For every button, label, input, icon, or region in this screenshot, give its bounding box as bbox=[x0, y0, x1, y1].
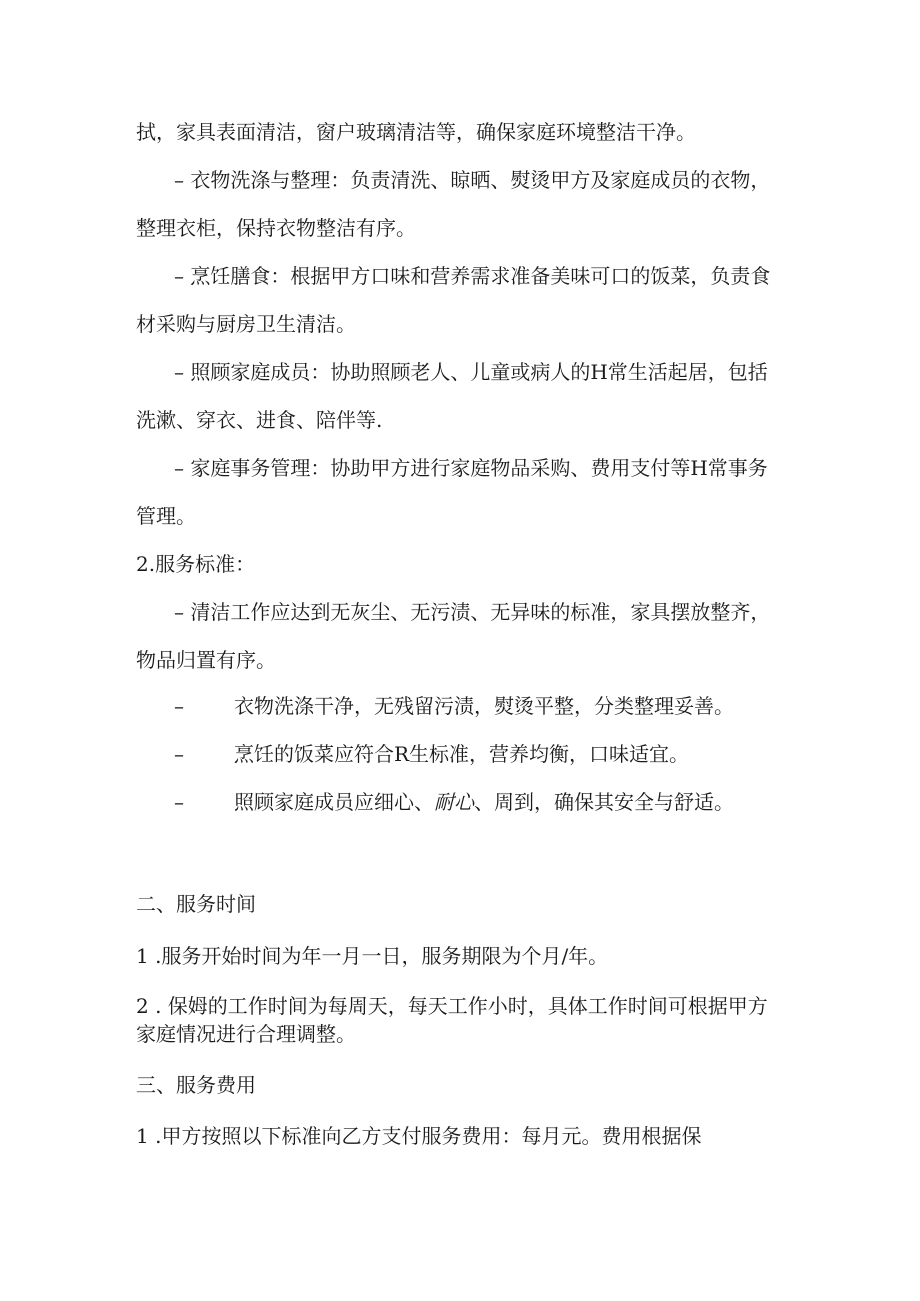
paragraph-line: 烹饪的饭菜应符合R生标准，营养均衡，口味适宜。 bbox=[234, 742, 690, 766]
paragraph-line: 2 . 保姆的工作时间为每周天，每天工作小时，具体工作时间可根据甲方 bbox=[136, 994, 768, 1018]
section-heading-time: 二、服务时间 bbox=[136, 892, 256, 916]
paragraph-line: 材采购与厨房卫生清洁。 bbox=[136, 312, 356, 336]
paragraph-line: 1 .服务开始时间为年一月一日，服务期限为个月/年。 bbox=[136, 944, 609, 968]
list-dash: – bbox=[174, 742, 184, 766]
paragraph-line: 整理衣柜，保持衣物整洁有序。 bbox=[136, 216, 416, 240]
section-heading-standard: 2.服务标准： bbox=[136, 552, 256, 576]
paragraph-line: 管理。 bbox=[136, 504, 196, 528]
paragraph-line: – 清洁工作应达到无灰尘、无污渍、无异味的标准，家具摆放整齐， bbox=[174, 600, 771, 624]
text-segment: 、周到，确保其安全与舒适。 bbox=[474, 790, 734, 814]
text-segment-italic: 耐心 bbox=[434, 790, 474, 814]
list-dash: – bbox=[174, 694, 184, 718]
paragraph-line: – 烹饪膳食：根据甲方口味和营养需求准备美味可口的饭菜，负责食 bbox=[174, 264, 771, 288]
paragraph-line: 洗漱、穿衣、进食、陪伴等. bbox=[136, 408, 383, 432]
paragraph-line: – 照顾家庭成员：协助照顾老人、儿童或病人的H常生活起居，包括 bbox=[174, 360, 768, 384]
paragraph-line: 家庭情况进行合理调整。 bbox=[136, 1022, 356, 1046]
paragraph-line: 拭，家具表面清洁，窗户玻璃清洁等，确保家庭环境整洁干净。 bbox=[136, 120, 696, 144]
paragraph-line: 1 .甲方按照以下标准向乙方支付服务费用：每月元。费用根据保 bbox=[136, 1124, 702, 1148]
paragraph-line: 衣物洗涤干净，无残留污渍，熨烫平整，分类整理妥善。 bbox=[234, 694, 734, 718]
paragraph-line bbox=[234, 788, 734, 816]
paragraph-line: – 衣物洗涤与整理：负责清洗、晾晒、熨烫甲方及家庭成员的衣物， bbox=[174, 168, 771, 192]
section-heading-fee: 三、服务费用 bbox=[136, 1073, 256, 1097]
paragraph-line: – 家庭事务管理：协助甲方进行家庭物品采购、费用支付等H常事务 bbox=[174, 456, 768, 480]
list-dash: – bbox=[174, 790, 184, 814]
text-segment: 照顾家庭成员应细心、 bbox=[234, 790, 434, 814]
paragraph-line: 物品归置有序。 bbox=[136, 648, 276, 672]
